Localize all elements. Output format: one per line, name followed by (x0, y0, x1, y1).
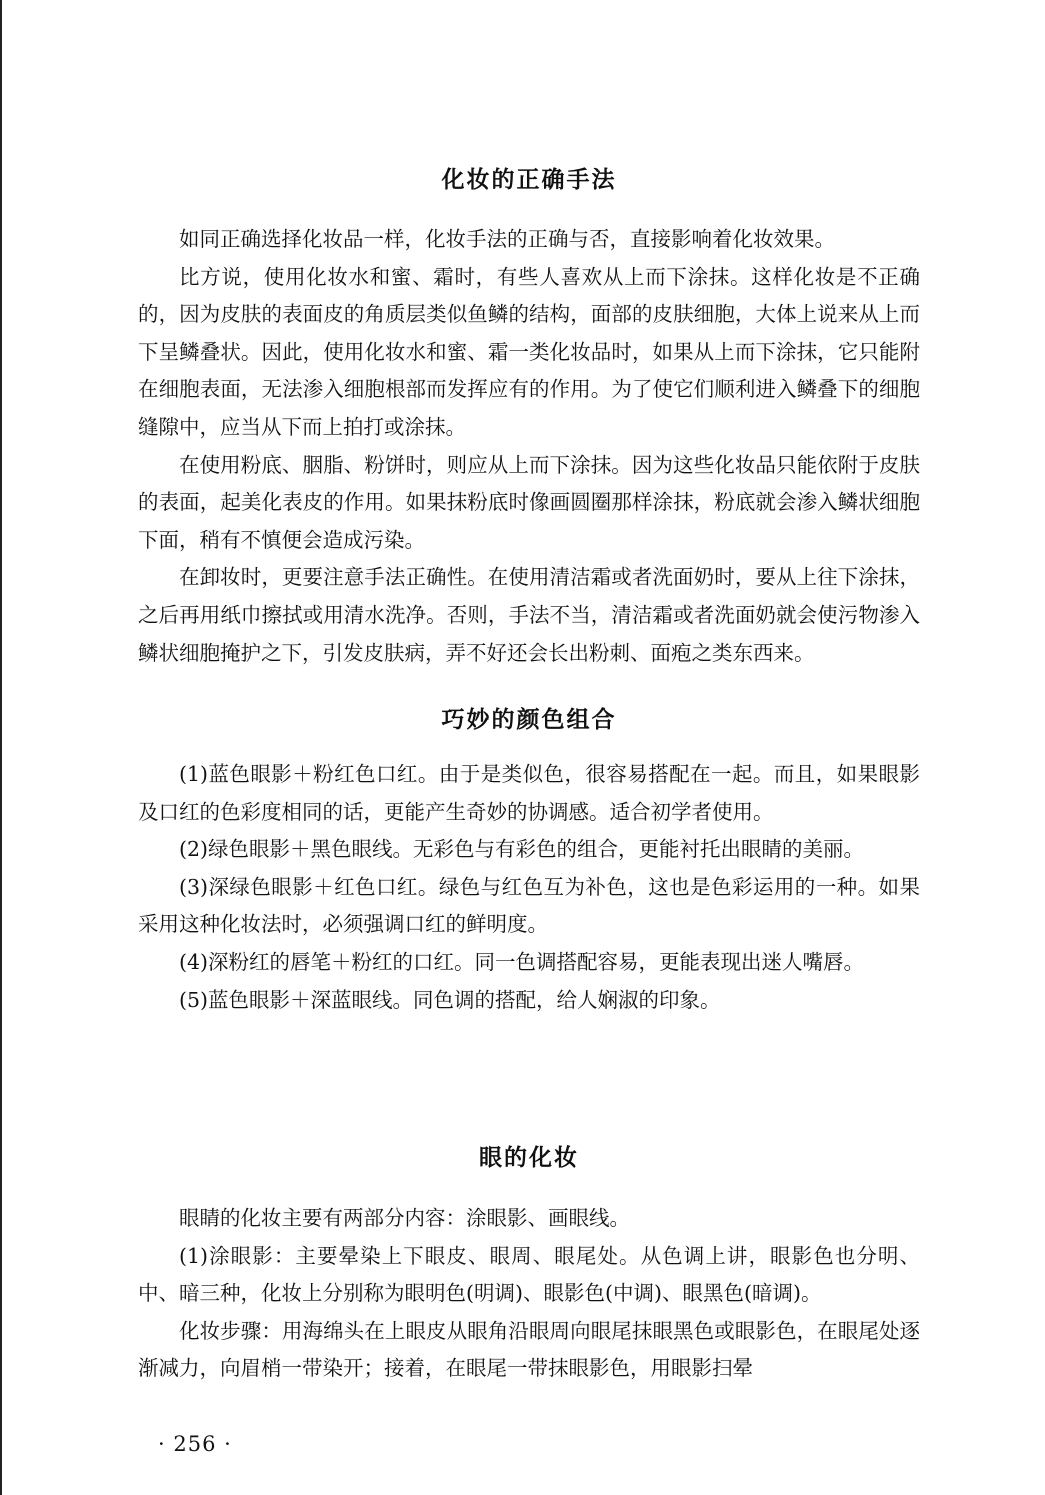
section-body-eye-makeup (138, 1200, 920, 1388)
paragraph: (4)深粉红的唇笔＋粉红的口红。同一色调搭配容易，更能表现出迷人嘴唇。 (179, 949, 865, 974)
section-heading-color-combination: 巧妙的颜色组合 (441, 707, 617, 733)
paragraph: 在卸妆时，更要注意手法正确性。在使用清洁霜或者洗面奶时，要从上往下涂抹，之后再用纸巾擦拭或用清水洗净。否则，手法不当，清洁霜或者洗面奶就会使污物渗入鳞状细胞掩护之下，引发皮肤病，弄不好还会长出粉刺、面疱之类东西来。 (138, 565, 920, 665)
section-heading-eye-makeup: 眼的化妆 (479, 1145, 579, 1171)
paragraph: 化妆步骤：用海绵头在上眼皮从眼角沿眼周向眼尾抹眼黑色或眼影色，在眼尾处逐渐减力，向眉梢一带染开；接着，在眼尾一带抹眼影色，用眼影扫晕 (138, 1318, 920, 1381)
paragraph: 如同正确选择化妆品一样，化妆手法的正确与否，直接影响着化妆效果。 (179, 227, 835, 251)
paragraph: 在使用粉底、胭脂、粉饼时，则应从上而下涂抹。因为这些化妆品只能依附于皮肤的表面，起美化表皮的作用。如果抹粉底时像画圆圈那样涂抹，粉底就会渗入鳞状细胞下面，稍有不慎便会造成污染。 (138, 452, 920, 552)
page-edge-rule (0, 0, 2, 1495)
paragraph: (1)蓝色眼影＋粉红色口红。由于是类似色，很容易搭配在一起。而且，如果眼影及口红的色彩度相同的话，更能产生奇妙的协调感。适合初学者使用。 (138, 762, 920, 824)
paragraph: 眼睛的化妆主要有两部分内容：涂眼影、画眼线。 (179, 1206, 630, 1230)
section-body-color-combination (138, 756, 920, 1019)
paragraph: (5)蓝色眼影＋深蓝眼线。同色调的搭配，给人娴淑的印象。 (179, 987, 721, 1012)
paragraph: 比方说，使用化妆水和蜜、霜时，有些人喜欢从上而下涂抹。这样化妆是不正确的，因为皮肤的表面皮的角质层类似鱼鳞的结构，面部的皮肤细胞，大体上说来从上而下呈鳞叠状。因此，使用化妆水和蜜、霜一类化妆品时，如果从上而下涂抹，它只能附在细胞表面，无法渗入细胞根部而发挥应有的作用。为了使它们顺利进入鳞叠下的细胞缝隙中，应当从下而上拍打或涂抹。 (138, 264, 920, 439)
paragraph: (2)绿色眼影＋黑色眼线。无彩色与有彩色的组合，更能衬托出眼睛的美丽。 (179, 837, 865, 862)
section-heading-makeup-technique: 化妆的正确手法 (441, 167, 617, 193)
section-body-makeup-technique (138, 221, 920, 672)
page-number: · 256 · (158, 1432, 232, 1456)
paragraph: (3)深绿色眼影＋红色口红。绿色与红色互为补色，这也是色彩运用的一种。如果采用这种化妆法时，必须强调口红的鲜明度。 (138, 874, 920, 937)
paragraph: (1)涂眼影：主要晕染上下眼皮、眼周、眼尾处。从色调上讲，眼影色也分明、中、暗三种，化妆上分别称为眼明色(明调)、眼影色(中调)、眼黑色(暗调)。 (138, 1243, 920, 1306)
